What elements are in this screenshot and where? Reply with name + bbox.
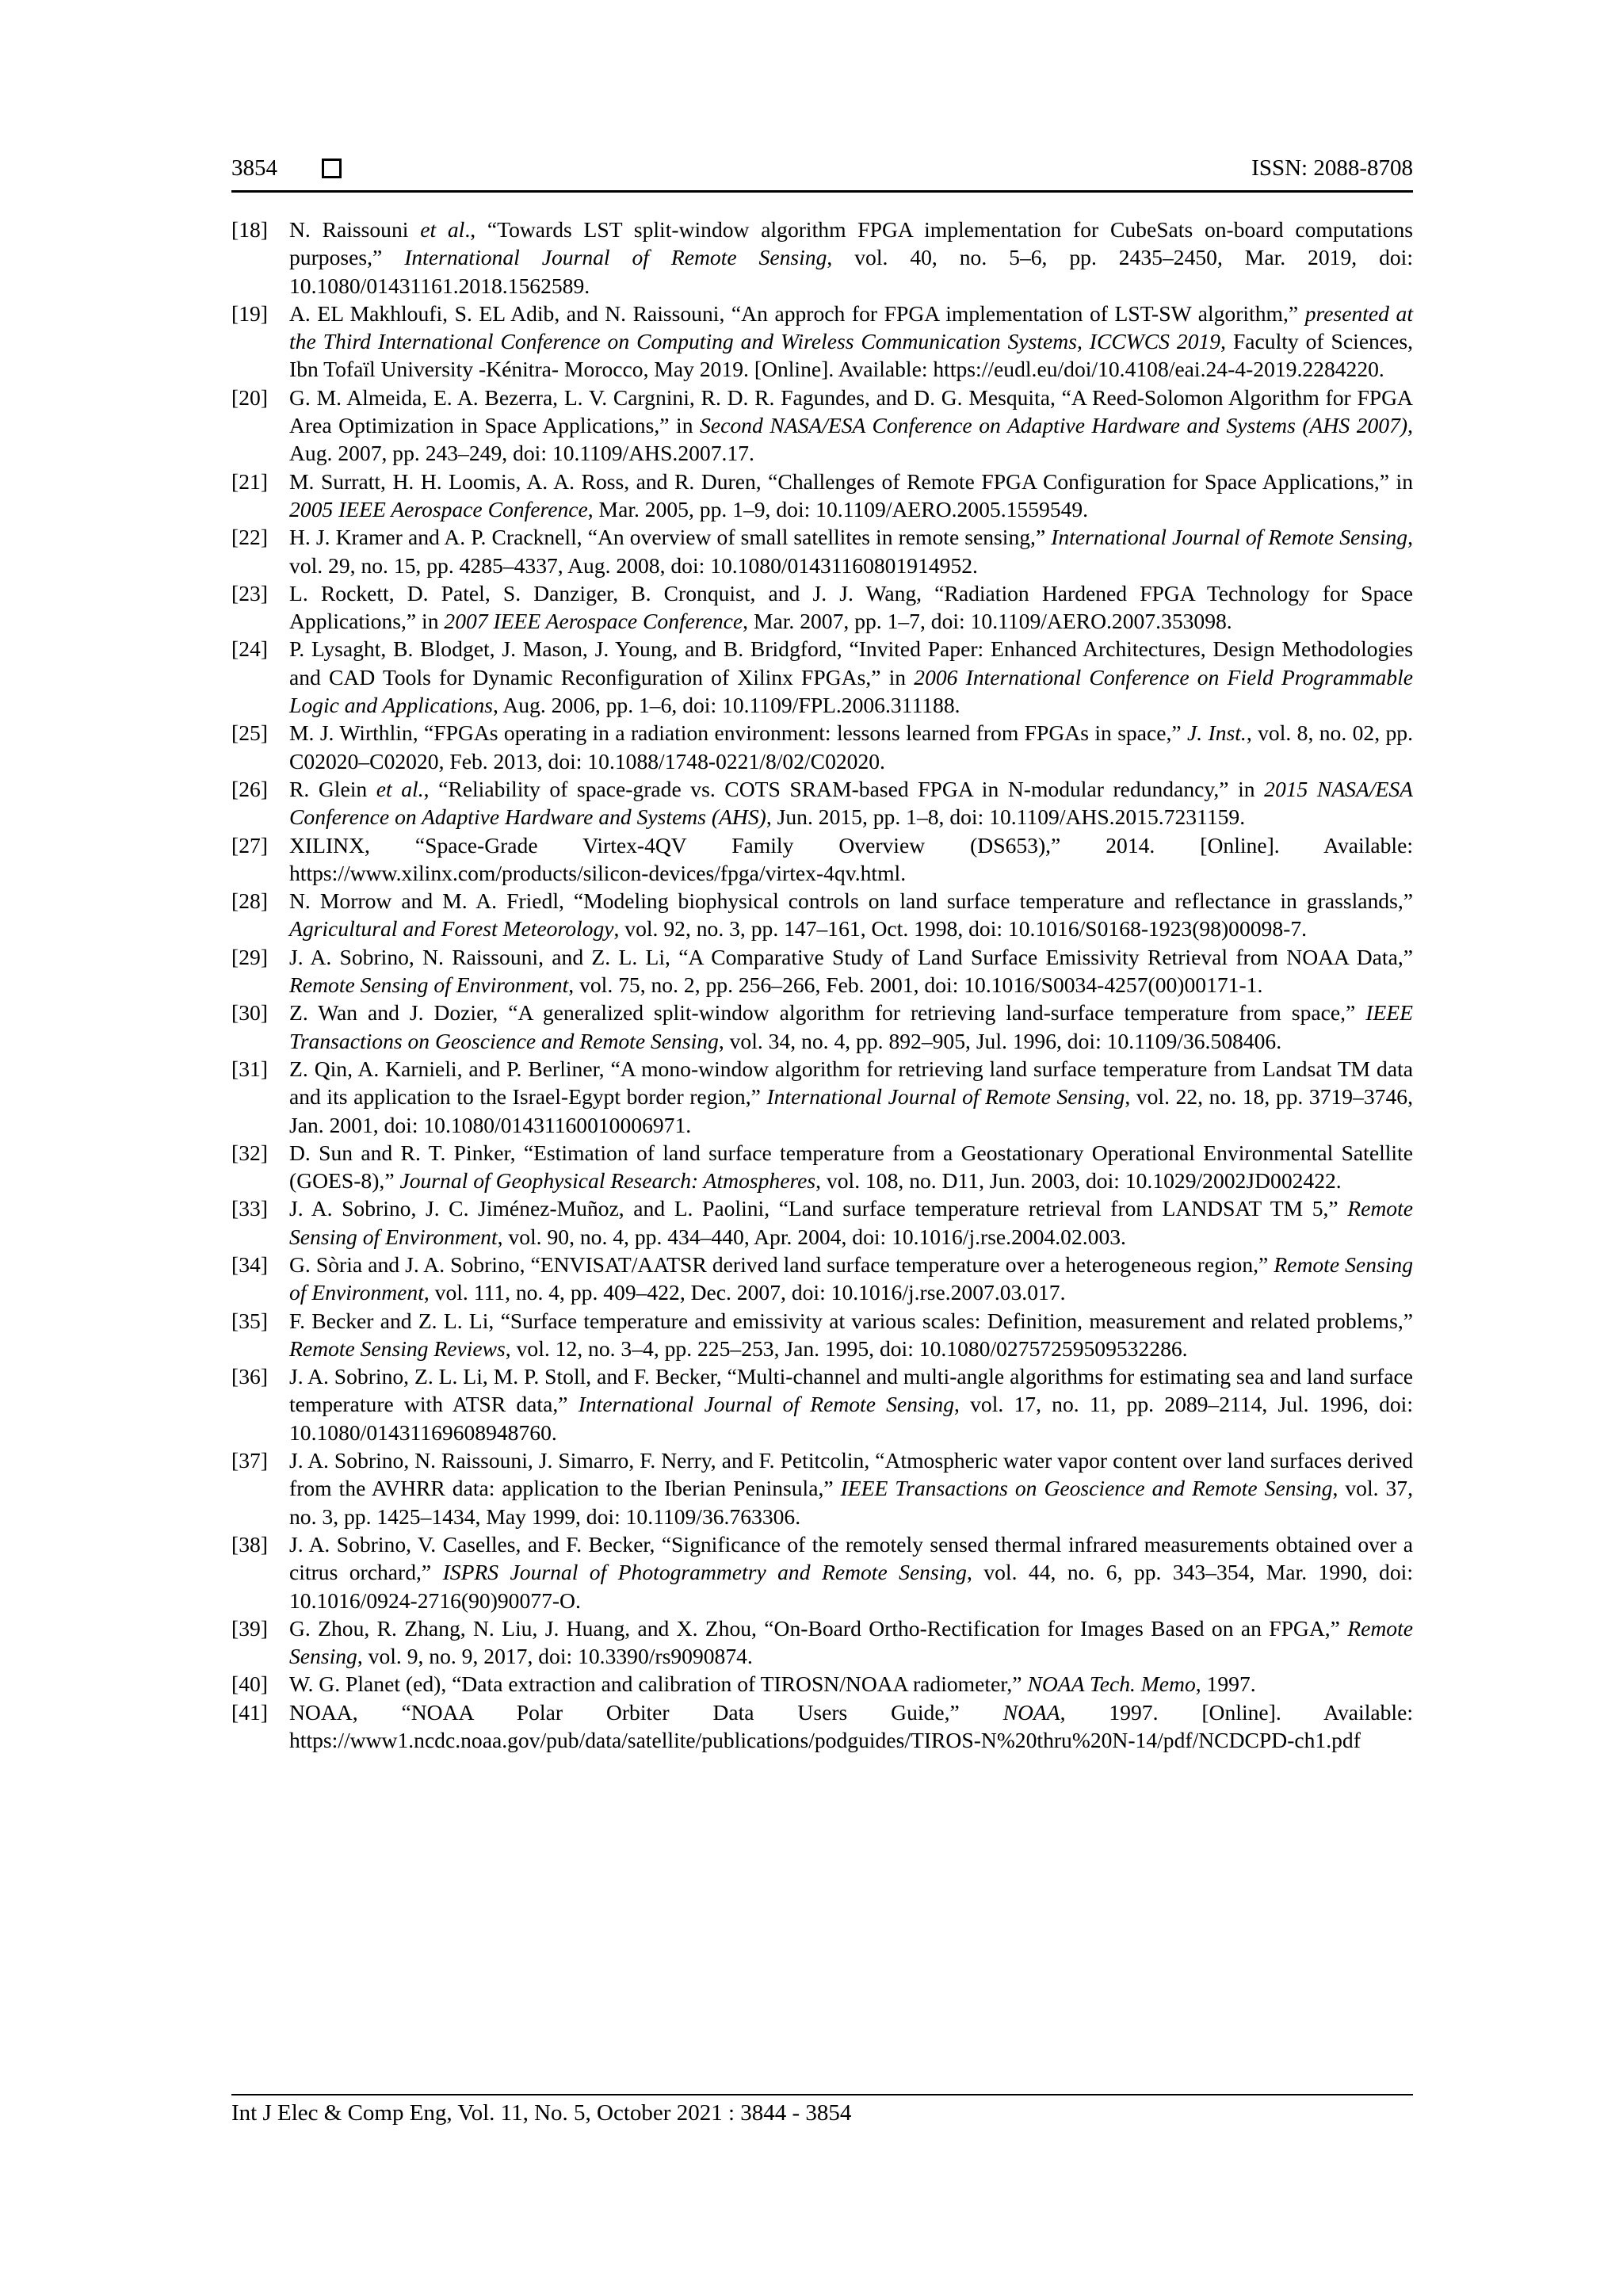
reference-text: , 1997. (1195, 1671, 1256, 1697)
reference-item (231, 1698, 1413, 1755)
reference-italic-text: Remote Sensing of Environment (289, 1196, 1413, 1249)
reference-text: , vol. 12, no. 3–4, pp. 225–253, Jan. 1995, doi: 10.1080/02757259509532286. (505, 1335, 1188, 1361)
reference-number: [23] (231, 580, 268, 606)
reference-text: Z. Wan and J. Dozier, “A generalized split-window algorithm for retrieving land-surface temperature from space,” (289, 1000, 1366, 1026)
reference-text: , Faculty of Sciences, Ibn Tofaïl University -Kénitra- Morocco, May 2019. [Online]. Available: https://eudl.eu/doi/10.4108/eai.24-4-2019.2284220. (289, 329, 1413, 382)
reference-italic-text: et al (420, 217, 465, 242)
reference-number: [41] (231, 1699, 268, 1725)
reference-item (231, 1670, 1413, 1698)
reference-item (231, 384, 1413, 468)
reference-text: J. A. Sobrino, J. C. Jiménez-Muñoz, and L. Paolini, “Land surface temperature retrieval from LANDSAT TM 5,” (289, 1196, 1348, 1221)
reference-number: [20] (231, 384, 268, 410)
reference-text: , Mar. 2005, pp. 1–9, doi: 10.1109/AERO.2005.1559549. (587, 496, 1089, 521)
reference-text: , vol. 108, no. D11, Jun. 2003, doi: 10.1029/2002JD002422. (815, 1168, 1342, 1194)
reference-item (231, 719, 1413, 775)
page-number: 3854 (231, 155, 277, 181)
reference-number: [18] (231, 217, 268, 242)
reference-text: Z. Qin, A. Karnieli, and P. Berliner, “A mono-window algorithm for retrieving land surface temperature from Landsat TM data and its application to the Israel-Egypt border region,” (289, 1056, 1413, 1110)
reference-number: [36] (231, 1364, 268, 1389)
reference-text: M. J. Wirthlin, “FPGAs operating in a radiation environment: lessons learned from FPGAs in space,” (289, 720, 1187, 746)
reference-item (231, 831, 1413, 888)
reference-number: [25] (231, 720, 268, 746)
reference-text: J. A. Sobrino, N. Raissouni, and Z. L. Li, “A Comparative Study of Land Surface Emissivity Retrieval from NOAA Data,” (289, 944, 1413, 969)
reference-text: NOAA, “NOAA Polar Orbiter Data Users Guide,” (289, 1699, 1003, 1725)
reference-text: F. Becker and Z. L. Li, “Surface temperature and emissivity at various scales: Definition, measurement and related problems,” (289, 1308, 1413, 1333)
reference-text: J. A. Sobrino, V. Caselles, and F. Becker, “Significance of the remotely sensed thermal infrared measurements obtained over a citrus orchard,” (289, 1531, 1413, 1585)
reference-number: [21] (231, 468, 268, 494)
reference-item (231, 216, 1413, 300)
reference-number: [31] (231, 1056, 268, 1081)
reference-text: , 1997. [Online]. Available: https://www1.ncdc.noaa.gov/pub/data/satellite/publications/podguides/TIROS-N%20thru%20N-14/pdf/NCDCPD-ch1.pdf (289, 1699, 1413, 1753)
reference-number: [32] (231, 1140, 268, 1165)
reference-italic-text: IEEE Transactions on Geoscience and Remote Sensing (840, 1476, 1333, 1501)
reference-italic-text: 2015 NASA/ESA Conference on Adaptive Hardware and Systems (AHS) (289, 776, 1414, 830)
reference-italic-text: J. Inst. (1187, 720, 1247, 746)
reference-italic-text: et al. (376, 776, 424, 801)
reference-text: , vol. 90, no. 4, pp. 434–440, Apr. 2004, doi: 10.1016/j.rse.2004.02.003. (497, 1224, 1126, 1249)
footer-rule (231, 2094, 1413, 2095)
reference-item (231, 943, 1413, 999)
reference-text: , “Reliability of space-grade vs. COTS SRAM-based FPGA in N-modular redundancy,” in (423, 776, 1265, 801)
reference-italic-text: 2007 IEEE Aerospace Conference (444, 609, 743, 634)
reference-text: R. Glein (289, 776, 376, 801)
reference-text: , vol. 75, no. 2, pp. 256–266, Feb. 2001, doi: 10.1016/S0034-4257(00)00171-1. (568, 972, 1263, 998)
reference-number: [35] (231, 1308, 268, 1333)
reference-item (231, 887, 1413, 943)
reference-text: W. G. Planet (ed), “Data extraction and calibration of TIROSN/NOAA radiometer,” (289, 1671, 1028, 1697)
reference-text: , vol. 22, no. 18, pp. 3719–3746, Jan. 2001, doi: 10.1080/01431160010006971. (289, 1084, 1413, 1137)
reference-text: H. J. Kramer and A. P. Cracknell, “An overview of small satellites in remote sensing,” (289, 525, 1052, 550)
square-bullet-icon (322, 159, 342, 178)
reference-italic-text: 2005 IEEE Aerospace Conference (289, 496, 588, 521)
reference-item (231, 999, 1413, 1055)
reference-number: [30] (231, 1000, 268, 1026)
reference-italic-text: International Journal of Remote Sensing (578, 1392, 955, 1417)
reference-number: [27] (231, 832, 268, 858)
reference-text: , vol. 44, no. 6, pp. 343–354, Mar. 1990, doi: 10.1016/0924-2716(90)90077-O. (289, 1560, 1413, 1613)
reference-item (231, 1307, 1413, 1363)
reference-text: , vol. 8, no. 02, pp. C02020–C02020, Feb. 2013, doi: 10.1088/1748-0221/8/02/C02020. (289, 720, 1413, 774)
reference-item (231, 1614, 1413, 1671)
reference-item (231, 775, 1413, 831)
reference-item (231, 1251, 1413, 1307)
reference-italic-text: Remote Sensing Reviews (289, 1335, 506, 1361)
reference-number: [33] (231, 1196, 268, 1221)
reference-text: , vol. 37, no. 3, pp. 1425–1434, May 1999, doi: 10.1109/36.763306. (289, 1476, 1413, 1529)
reference-number: [26] (231, 776, 268, 801)
reference-text: , vol. 34, no. 4, pp. 892–905, Jul. 1996, doi: 10.1109/36.508406. (718, 1028, 1282, 1053)
reference-text: , vol. 9, no. 9, 2017, doi: 10.3390/rs9090874. (357, 1644, 753, 1669)
reference-item (231, 523, 1413, 579)
reference-item (231, 1139, 1413, 1195)
reference-text: , Aug. 2007, pp. 243–249, doi: 10.1109/AHS.2007.17. (289, 413, 1413, 466)
reference-text: , vol. 40, no. 5–6, pp. 2435–2450, Mar. 2019, doi: 10.1080/01431161.2018.1562589. (289, 245, 1413, 298)
reference-italic-text: Second NASA/ESA Conference on Adaptive Hardware and Systems (AHS 2007) (700, 413, 1408, 438)
reference-italic-text: NOAA (1002, 1699, 1060, 1725)
reference-text: J. A. Sobrino, N. Raissouni, J. Simarro, F. Nerry, and F. Petitcolin, “Atmospheric water vapor content over land surfaces derived from the AVHRR data: application to the Iberian Peninsula,” (289, 1448, 1413, 1501)
reference-item (231, 1055, 1413, 1139)
reference-italic-text: Remote Sensing of Environment (289, 972, 569, 998)
reference-number: [22] (231, 525, 268, 550)
reference-item (231, 1446, 1413, 1530)
reference-number: [37] (231, 1448, 268, 1473)
reference-text: G. Zhou, R. Zhang, N. Liu, J. Huang, and X. Zhou, “On-Board Ortho-Rectification for Images Based on an FPGA,” (289, 1615, 1348, 1641)
reference-number: [29] (231, 944, 268, 969)
reference-number: [28] (231, 888, 268, 914)
reference-italic-text: NOAA Tech. Memo (1027, 1671, 1196, 1697)
header-rule (231, 190, 1413, 193)
reference-list (231, 216, 1413, 1754)
reference-text: ., “Towards LST split-window algorithm FPGA implementation for CubeSats on-board computations purposes,” (289, 217, 1413, 270)
reference-item (231, 579, 1413, 636)
reference-italic-text: Remote Sensing (289, 1615, 1413, 1669)
reference-number: [40] (231, 1671, 268, 1697)
reference-number: [38] (231, 1531, 268, 1557)
reference-item (231, 1194, 1413, 1251)
reference-italic-text: presented at the Third International Conference on Computing and Wireless Communication Systems, ICCWCS 2019 (289, 300, 1413, 354)
reference-item (231, 1530, 1413, 1614)
reference-item (231, 300, 1413, 384)
reference-text: M. Surratt, H. H. Loomis, A. A. Ross, and R. Duren, “Challenges of Remote FPGA Configuration for Space Applications,” in (289, 468, 1413, 494)
reference-text: N. Morrow and M. A. Friedl, “Modeling biophysical controls on land surface temperature and reflectance in grasslands,” (289, 888, 1413, 914)
reference-text: , Jun. 2015, pp. 1–8, doi: 10.1109/AHS.2015.7231159. (766, 804, 1246, 830)
reference-text: , Mar. 2007, pp. 1–7, doi: 10.1109/AERO.2007.353098. (743, 609, 1232, 634)
reference-text: D. Sun and R. T. Pinker, “Estimation of land surface temperature from a Geostationary Operational Environmental Satellite (GOES-8),” (289, 1140, 1413, 1194)
reference-italic-text: International Journal of Remote Sensing (404, 245, 827, 270)
footer-citation: Int J Elec & Comp Eng, Vol. 11, No. 5, October 2021 : 3844 - 3854 (231, 2100, 852, 2126)
reference-italic-text: Journal of Geophysical Research: Atmospheres (399, 1168, 816, 1194)
reference-text: G. M. Almeida, E. A. Bezerra, L. V. Cargnini, R. D. R. Fagundes, and D. G. Mesquita, “A Reed-Solomon Algorithm for FPGA Area Optimization in Space Applications,” in (289, 384, 1413, 438)
reference-text: L. Rockett, D. Patel, S. Danziger, B. Cronquist, and J. J. Wang, “Radiation Hardened FPGA Technology for Space Applications,” in (289, 580, 1413, 634)
reference-italic-text: Remote Sensing of Environment (289, 1251, 1413, 1305)
reference-text: , vol. 29, no. 15, pp. 4285–4337, Aug. 2008, doi: 10.1080/01431160801914952. (289, 525, 1413, 578)
reference-item (231, 468, 1413, 524)
reference-number: [39] (231, 1615, 268, 1641)
reference-text: , vol. 92, no. 3, pp. 147–161, Oct. 1998, doi: 10.1016/S0168-1923(98)00098-7. (613, 916, 1308, 942)
reference-item (231, 1362, 1413, 1446)
reference-text: A. EL Makhloufi, S. EL Adib, and N. Raissouni, “An approch for FPGA implementation of LST-SW algorithm,” (289, 300, 1305, 326)
reference-italic-text: International Journal of Remote Sensing (766, 1084, 1125, 1110)
issn-label: ISSN: 2088-8708 (1251, 155, 1413, 181)
reference-text: , vol. 111, no. 4, pp. 409–422, Dec. 2007, doi: 10.1016/j.rse.2007.03.017. (423, 1280, 1066, 1305)
reference-italic-text: 2006 International Conference on Field Programmable Logic and Applications (289, 664, 1414, 718)
reference-number: [24] (231, 636, 268, 662)
reference-text: N. Raissouni (289, 217, 421, 242)
reference-number: [34] (231, 1251, 268, 1277)
reference-italic-text: ISPRS Journal of Photogrammetry and Remote Sensing (442, 1560, 967, 1585)
reference-text: , Aug. 2006, pp. 1–6, doi: 10.1109/FPL.2006.311188. (493, 693, 960, 718)
page-header (231, 155, 1413, 187)
reference-italic-text: International Journal of Remote Sensing (1051, 525, 1408, 550)
reference-number: [19] (231, 300, 268, 326)
reference-text: J. A. Sobrino, Z. L. Li, M. P. Stoll, and F. Becker, “Multi-channel and multi-angle algorithms for estimating sea and land surface temperature with ATSR data,” (289, 1364, 1413, 1417)
reference-text: XILINX, “Space-Grade Virtex-4QV Family Overview (DS653),” 2014. [Online]. Available: https://www.xilinx.com/products/silicon-devices/fpga/virtex-4qv.html. (289, 832, 1413, 885)
reference-text: , vol. 17, no. 11, pp. 2089–2114, Jul. 1996, doi: 10.1080/01431169608948760. (289, 1392, 1414, 1445)
reference-text: P. Lysaght, B. Blodget, J. Mason, J. Young, and B. Bridgford, “Invited Paper: Enhanced Architectures, Design Methodologies and CAD Tools for Dynamic Reconfiguration of Xilinx FPGAs,” in (289, 636, 1413, 690)
reference-text: G. Sòria and J. A. Sobrino, “ENVISAT/AATSR derived land surface temperature over a heterogeneous region,” (289, 1251, 1274, 1277)
reference-italic-text: IEEE Transactions on Geoscience and Remote Sensing (289, 1000, 1413, 1053)
reference-item (231, 635, 1413, 719)
reference-italic-text: Agricultural and Forest Meteorology (289, 916, 614, 942)
